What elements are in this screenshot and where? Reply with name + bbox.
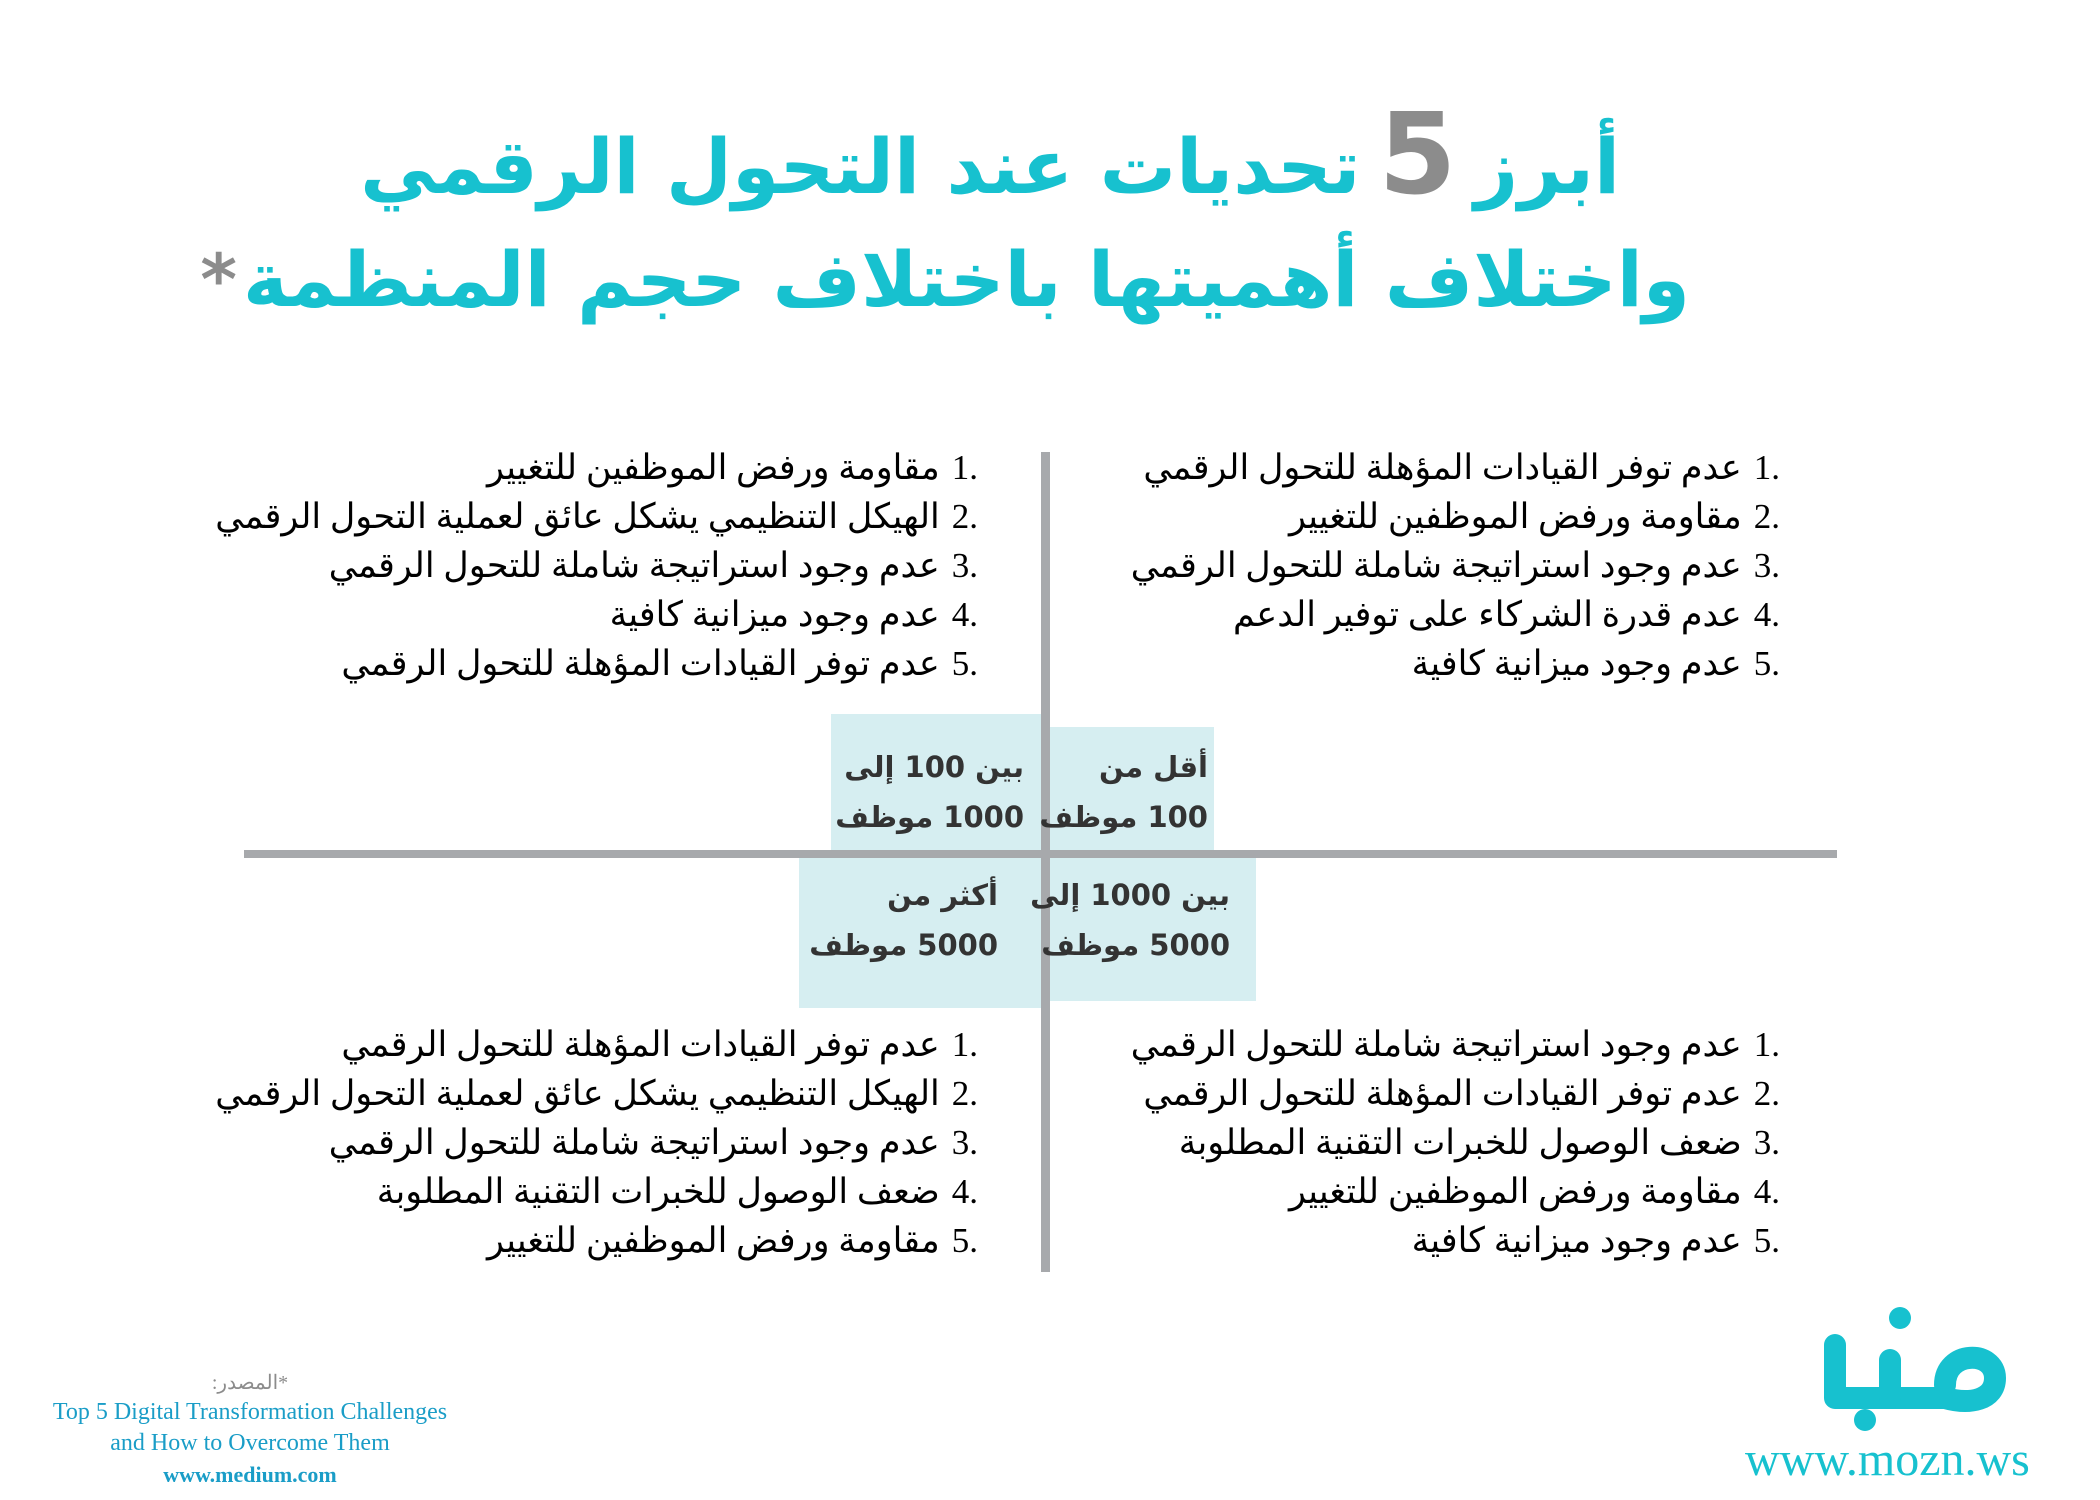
title-number: 5 [1378, 90, 1457, 220]
item-text: مقاومة ورفض الموظفين للتغيير [1288, 1172, 1742, 1211]
title-line-1 [360, 90, 1620, 222]
size-label-bottom-right [1030, 870, 1230, 970]
item-text: عدم وجود ميزانية كافية [609, 595, 940, 634]
challenges-list-bottom-left [215, 1020, 978, 1265]
item-number: 5. [1753, 644, 1780, 683]
size-label-bottom-left [809, 870, 998, 970]
item-number: 4. [1753, 1172, 1780, 1211]
size-label-line: أقل من [1099, 750, 1208, 784]
item-text: عدم توفر القيادات المؤهلة للتحول الرقمي [1143, 448, 1742, 487]
size-label-line: بين 100 إلى [844, 750, 1024, 784]
size-label-line: 5000 موظف [1041, 928, 1230, 962]
item-number: 1. [1753, 1025, 1780, 1064]
list-item [215, 443, 978, 492]
list-item [1131, 590, 1780, 639]
source-label: *المصدر: [211, 1372, 289, 1394]
list-item [215, 541, 978, 590]
list-item [215, 492, 978, 541]
vertical-divider [1041, 452, 1050, 1272]
list-item [1131, 443, 1780, 492]
challenges-list-top-left [215, 443, 978, 688]
list-item [1131, 1118, 1780, 1167]
item-number: 1. [951, 1025, 978, 1064]
item-number: 4. [951, 1172, 978, 1211]
item-text: عدم وجود استراتيجة شاملة للتحول الرقمي [328, 1123, 940, 1162]
list-item [1131, 492, 1780, 541]
list-item [1131, 1020, 1780, 1069]
item-number: 4. [951, 595, 978, 634]
item-number: 5. [1753, 1221, 1780, 1260]
item-text: مقاومة ورفض الموظفين للتغيير [1288, 497, 1742, 536]
size-label-top-left [835, 742, 1024, 842]
source-title-line: Top 5 Digital Transformation Challenges [52, 1399, 448, 1425]
item-text: عدم وجود استراتيجة شاملة للتحول الرقمي [1130, 546, 1742, 585]
asterisk: * [200, 239, 237, 321]
source-site: www.medium.com [163, 1462, 337, 1487]
list-item [1131, 1069, 1780, 1118]
item-number: 1. [951, 448, 978, 487]
list-item [1131, 541, 1780, 590]
title-prefix: أبرز [1474, 122, 1620, 211]
item-text: ضعف الوصول للخبرات التقنية المطلوبة [376, 1172, 940, 1211]
item-text: عدم قدرة الشركاء على توفير الدعم [1233, 595, 1742, 634]
challenges-list-bottom-right [1131, 1020, 1780, 1265]
item-text: عدم توفر القيادات المؤهلة للتحول الرقمي [1143, 1074, 1742, 1113]
title-line-2-text: واختلاف أهميتها باختلاف حجم المنظمة [242, 235, 1690, 324]
title-line-2 [200, 225, 1690, 335]
list-item [1131, 1167, 1780, 1216]
item-number: 3. [951, 1123, 978, 1162]
challenges-list-top-right [1131, 443, 1780, 688]
item-text: الهيكل التنظيمي يشكل عائق لعملية التحول الرقمي [215, 1074, 940, 1113]
item-number: 2. [951, 497, 978, 536]
list-item [1131, 639, 1780, 688]
size-label-line: 1000 موظف [835, 800, 1024, 834]
item-text: عدم وجود ميزانية كافية [1411, 1221, 1742, 1260]
list-item [215, 639, 978, 688]
list-item [215, 1069, 978, 1118]
list-item [215, 1118, 978, 1167]
mozn-logo [1795, 1290, 2015, 1440]
item-text: مقاومة ورفض الموظفين للتغيير [486, 1221, 940, 1260]
item-number: 2. [951, 1074, 978, 1113]
list-item [215, 1020, 978, 1069]
size-label-line: 5000 موظف [809, 928, 998, 962]
size-label-line: بين 1000 إلى [1030, 878, 1230, 912]
item-text: عدم وجود استراتيجة شاملة للتحول الرقمي [328, 546, 940, 585]
horizontal-divider [244, 850, 1837, 858]
item-text: عدم توفر القيادات المؤهلة للتحول الرقمي [341, 1025, 940, 1064]
list-item [215, 1216, 978, 1265]
item-number: 5. [951, 1221, 978, 1260]
item-number: 3. [1753, 1123, 1780, 1162]
item-number: 1. [1753, 448, 1780, 487]
size-label-line: أكثر من [887, 878, 998, 912]
item-number: 4. [1753, 595, 1780, 634]
source-title-line: and How to Overcome Them [110, 1430, 390, 1456]
item-text: عدم وجود استراتيجة شاملة للتحول الرقمي [1130, 1025, 1742, 1064]
item-number: 3. [951, 546, 978, 585]
item-number: 3. [1753, 546, 1780, 585]
title-suffix: تحديات عند التحول الرقمي [360, 122, 1361, 211]
item-number: 5. [951, 644, 978, 683]
list-item [215, 590, 978, 639]
item-text: مقاومة ورفض الموظفين للتغيير [486, 448, 940, 487]
size-label-line: 100 موظف [1039, 800, 1208, 834]
size-label-top-right [1039, 742, 1208, 842]
item-text: ضعف الوصول للخبرات التقنية المطلوبة [1178, 1123, 1742, 1162]
item-number: 2. [1753, 497, 1780, 536]
list-item [1131, 1216, 1780, 1265]
item-text: الهيكل التنظيمي يشكل عائق لعملية التحول الرقمي [215, 497, 940, 536]
source-title [40, 1397, 460, 1459]
item-text: عدم وجود ميزانية كافية [1411, 644, 1742, 683]
item-number: 2. [1753, 1074, 1780, 1113]
list-item [215, 1167, 978, 1216]
item-text: عدم توفر القيادات المؤهلة للتحول الرقمي [341, 644, 940, 683]
website-url[interactable]: www.mozn.ws [1745, 1433, 2030, 1486]
